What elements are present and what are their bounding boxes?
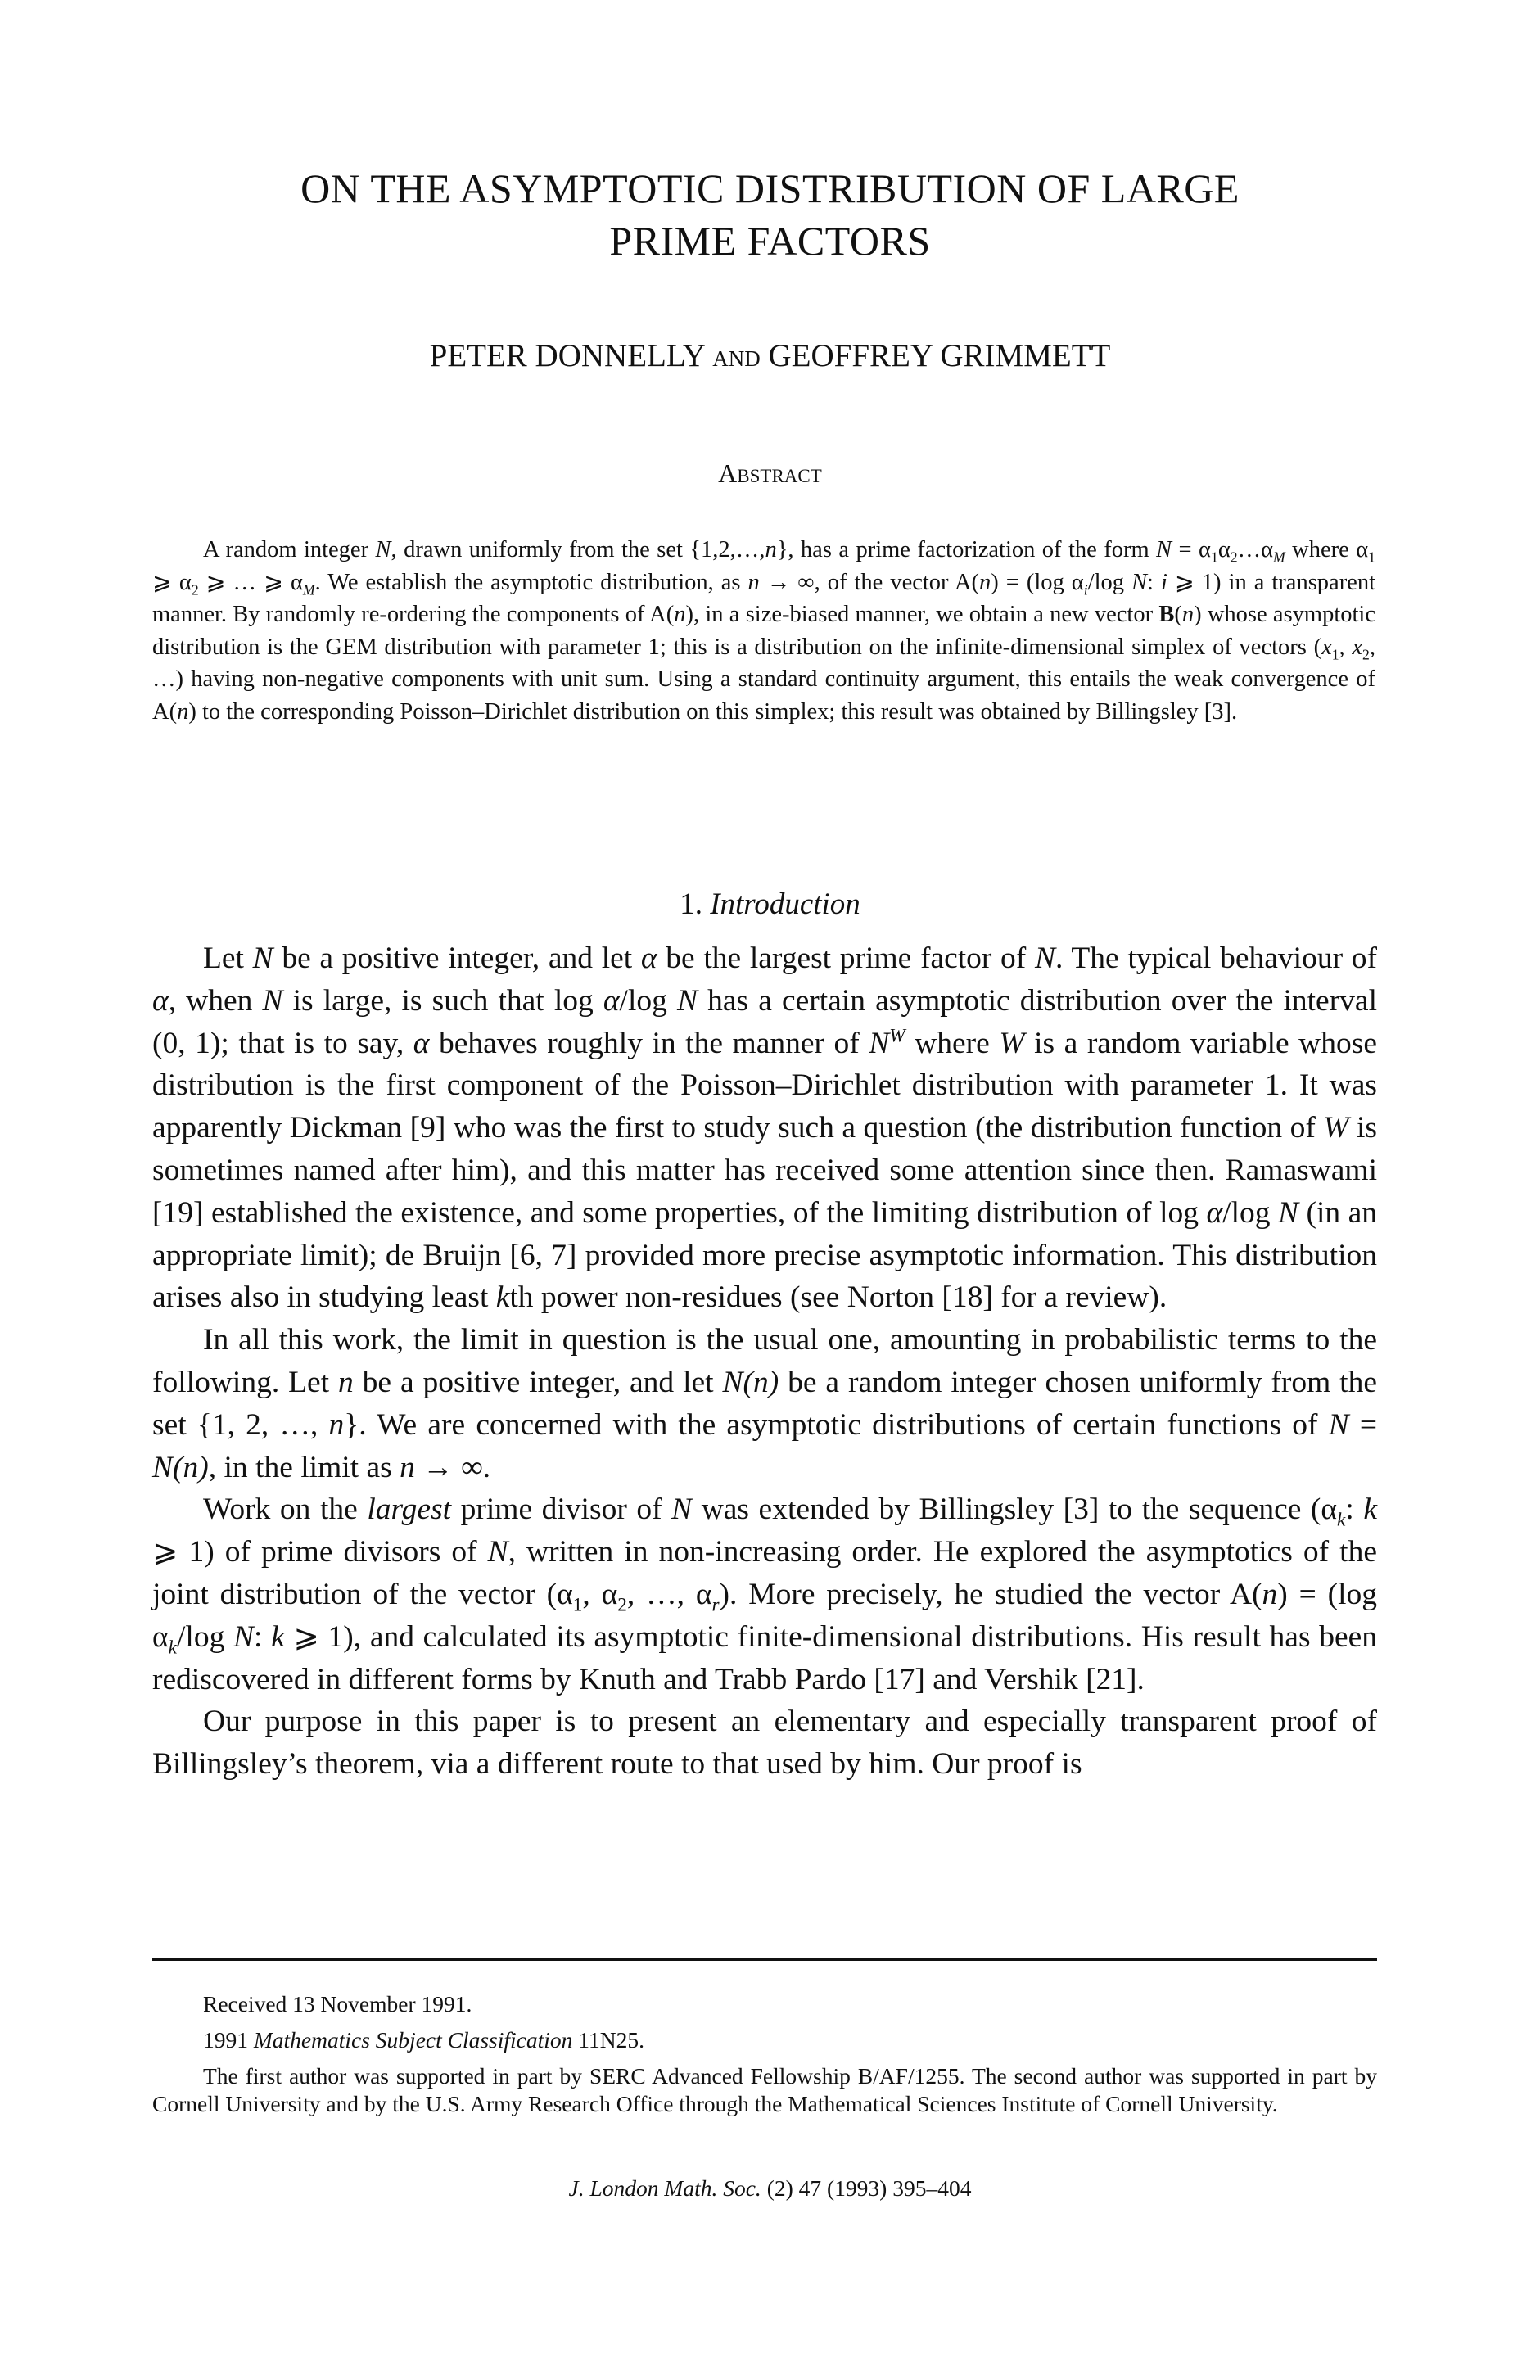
text: → ∞, of the vector A( <box>759 569 980 595</box>
text: be the largest prime factor of <box>657 942 1035 975</box>
subscript: k <box>168 1637 177 1659</box>
text: }, has a prime factorization of the form <box>776 537 1157 562</box>
section-number: 1. <box>680 887 702 921</box>
math-var: x <box>1352 634 1363 660</box>
bold-vector: B <box>1158 602 1175 628</box>
math-var: N <box>262 983 283 1018</box>
math-var: n <box>979 569 991 595</box>
title-line-1: ON THE ASYMPTOTIC DISTRIBUTION OF LARGE <box>300 165 1240 211</box>
text: /log <box>619 983 677 1018</box>
text: . The typical behaviour of <box>1055 942 1377 975</box>
text: is large, is such that log <box>282 983 603 1018</box>
math-var: N <box>1156 537 1172 562</box>
math-var: N <box>487 1535 508 1569</box>
journal-name: J. London Math. Soc. <box>568 2175 761 2201</box>
text: …α <box>1237 537 1274 562</box>
math-var: α <box>413 1026 430 1060</box>
math-var: N(n) <box>152 1450 209 1484</box>
math-var: n <box>400 1450 415 1484</box>
abstract-body <box>152 534 1375 729</box>
math-var: n <box>747 569 760 595</box>
text: where <box>905 1026 1000 1060</box>
subscript: 2 <box>1230 549 1238 566</box>
paragraph-2 <box>152 1319 1377 1488</box>
text: is a random variable whose distribution is the first component of the Poisson–Dirichlet distribution with parameter 1. It was apparently Dickman [9] who was the first to study such a question (the distribution function of <box>152 1026 1377 1145</box>
subscript: 1 <box>1368 549 1375 566</box>
math-var: k <box>1363 1493 1377 1527</box>
text: ) = (log α <box>991 569 1084 595</box>
msc-classification <box>152 2026 1377 2054</box>
math-var: W <box>1323 1111 1349 1145</box>
subscript: 1 <box>1331 646 1339 663</box>
math-var: n <box>177 698 189 725</box>
text: Work on the <box>203 1493 368 1527</box>
text: ), in a size-biased manner, we obtain a new vector <box>685 602 1159 628</box>
math-var: n <box>1262 1577 1278 1611</box>
math-var: N <box>1131 569 1148 595</box>
text: /log <box>1087 569 1132 595</box>
footnotes <box>152 1990 1377 2126</box>
text: : <box>254 1619 272 1654</box>
math-var: α <box>152 983 169 1018</box>
text: /log <box>176 1619 233 1654</box>
text: }. We are concerned with the asymptotic distributions of certain functions of <box>344 1407 1329 1442</box>
math-var: i <box>1160 569 1167 595</box>
math-var: n <box>674 602 686 628</box>
abstract-heading-initial: A <box>718 458 738 488</box>
msc-code: 11N25. <box>578 2027 645 2053</box>
math-var: n <box>765 537 777 562</box>
text: (in an appropriate limit); de Bruijn [6, 7] provided more precise asymptotic information. This distribution arises also in studying least <box>152 1195 1377 1315</box>
math-var: N <box>252 942 273 975</box>
text: where α <box>1285 537 1369 562</box>
text: α <box>1217 537 1231 562</box>
author-2: GEOFFREY GRIMMETT <box>768 338 1111 373</box>
text: , <box>1339 634 1353 660</box>
subscript: M <box>302 581 315 598</box>
math-var: N <box>1277 1195 1298 1230</box>
paragraph-4: Our purpose in this paper is to present an elementary and especially transparent proof of Billingsley’s theorem, via a different route to that used by him. Our proof is <box>152 1705 1377 1782</box>
subscript: 1 <box>1210 549 1218 566</box>
math-var: N <box>233 1619 255 1654</box>
funding-note: The first author was supported in part by SERC Advanced Fellowship B/AF/1255. The second author was supported in part by Cornell University and by the U.S. Army Research Office through the Mathematical Sciences Institute of Cornell University. <box>152 2063 1377 2116</box>
subscript: k <box>1337 1509 1346 1531</box>
math-var: N <box>1035 942 1056 975</box>
subscript: 1 <box>572 1594 583 1616</box>
math-var: W <box>999 1026 1025 1060</box>
section-heading <box>0 887 1540 922</box>
text: ) whose asymptotic distribution is the GEM distribution with parameter 1; this is a distribution on the infinite-dimensional simplex of vectors ( <box>152 602 1375 660</box>
text: → ∞. <box>414 1450 491 1484</box>
subscript: M <box>1273 549 1285 566</box>
text: is sometimes named after him), and this matter has received some attention since then. Ramaswami [19] established the existence, and some properties, of the limiting distribution of log <box>152 1111 1377 1230</box>
math-var: x <box>1321 634 1332 660</box>
subscript: 2 <box>1362 646 1370 663</box>
text: ⩾ α <box>152 569 192 595</box>
text: /log <box>1222 1195 1278 1230</box>
emphasis: largest <box>367 1493 452 1527</box>
text: prime divisor of <box>451 1493 672 1527</box>
math-var: N <box>869 1026 890 1060</box>
msc-year: 1991 <box>203 2027 248 2053</box>
text: ) to the corresponding Poisson–Dirichlet distribution on this simplex; this result was obtained by Billingsley [3]. <box>188 698 1238 725</box>
abstract-heading-rest: BSTRACT <box>737 466 822 486</box>
author-line <box>0 337 1540 374</box>
text: was extended by Billingsley [3] to the sequence (α <box>692 1493 1338 1527</box>
math-var: k <box>495 1280 510 1315</box>
msc-label: Mathematics Subject Classification <box>253 2027 573 2053</box>
title-line-2: PRIME FACTORS <box>609 218 931 264</box>
math-var: α <box>640 942 657 975</box>
math-var: N <box>677 983 698 1018</box>
paragraph-3 <box>152 1488 1377 1700</box>
journal-details: (2) 47 (1993) 395–404 <box>766 2175 972 2201</box>
math-var: N(n) <box>722 1365 779 1399</box>
math-var: N <box>1328 1407 1349 1442</box>
math-var: n <box>328 1407 345 1442</box>
math-var: n <box>337 1365 354 1399</box>
text: In all this work, the limit in question is the usual one, amounting in probabilistic terms to the following. Let <box>152 1323 1377 1399</box>
body-text <box>152 937 1377 1786</box>
journal-citation <box>0 2175 1540 2202</box>
subscript: r <box>711 1594 720 1616</box>
text: ). More precisely, he studied the vector A( <box>719 1577 1262 1611</box>
math-var: n <box>1181 602 1195 628</box>
subscript: 2 <box>191 581 199 598</box>
text: , when <box>168 983 263 1018</box>
text: A random integer <box>203 537 376 562</box>
text: : <box>1345 1493 1364 1527</box>
text: : <box>1147 569 1161 595</box>
subscript: 2 <box>617 1594 627 1616</box>
footnote-divider <box>152 1958 1377 1961</box>
text: = <box>1348 1407 1377 1442</box>
text: be a positive integer, and let <box>273 942 641 975</box>
math-var: N <box>671 1493 693 1527</box>
author-1: PETER DONNELLY <box>429 338 705 373</box>
text: ) = (log α <box>152 1577 1378 1654</box>
text: , written in non-increasing order. He explored the asymptotics of the joint distribution of the vector (α <box>152 1535 1377 1611</box>
paragraph-1 <box>152 937 1377 1319</box>
author-conjunction: AND <box>712 346 761 371</box>
paper-title <box>0 162 1540 267</box>
text: ⩾ 1), and calculated its asymptotic finite-dimensional distributions. His result has been rediscovered in different forms by Knuth and Trabb Pardo [17] and Vershik [21]. <box>152 1619 1377 1696</box>
text: ⩾ 1) of prime divisors of <box>152 1535 488 1569</box>
math-var: α <box>603 983 620 1018</box>
text: th power non-residues (see Norton [18] for a review). <box>509 1280 1167 1315</box>
text: , α <box>582 1577 618 1611</box>
received-date: Received 13 November 1991. <box>203 1991 472 2016</box>
superscript: W <box>889 1025 905 1047</box>
abstract-heading <box>0 458 1540 489</box>
math-var: k <box>271 1619 285 1654</box>
section-title: Introduction <box>710 887 860 921</box>
text: behaves roughly in the manner of <box>429 1026 869 1060</box>
text: , …, α <box>626 1577 712 1611</box>
subscript: i <box>1083 581 1088 598</box>
text: = α <box>1172 537 1211 562</box>
text: , drawn uniformly from the set {1,2,…, <box>391 537 765 562</box>
math-var: N <box>375 537 391 562</box>
text: , in the limit as <box>208 1450 400 1484</box>
text: , …) having non-negative components with unit sum. Using a standard continuity argument, this entails the weak convergence of A( <box>152 634 1375 725</box>
abstract-paragraph <box>152 534 1375 729</box>
text: be a positive integer, and let <box>353 1365 723 1399</box>
text: ( <box>1174 602 1182 628</box>
text: be a random integer chosen uniformly from the set {1, 2, …, <box>152 1365 1377 1442</box>
text: . We establish the asymptotic distribution, as <box>314 569 748 595</box>
text: Let <box>203 942 253 975</box>
text: ⩾ … ⩾ α <box>198 569 303 595</box>
text: ⩾ 1) in a transparent manner. By randomly re-ordering the components of A( <box>152 569 1376 628</box>
text: has a certain asymptotic distribution over the interval (0, 1); that is to say, <box>152 983 1377 1060</box>
math-var: α <box>1206 1195 1223 1230</box>
